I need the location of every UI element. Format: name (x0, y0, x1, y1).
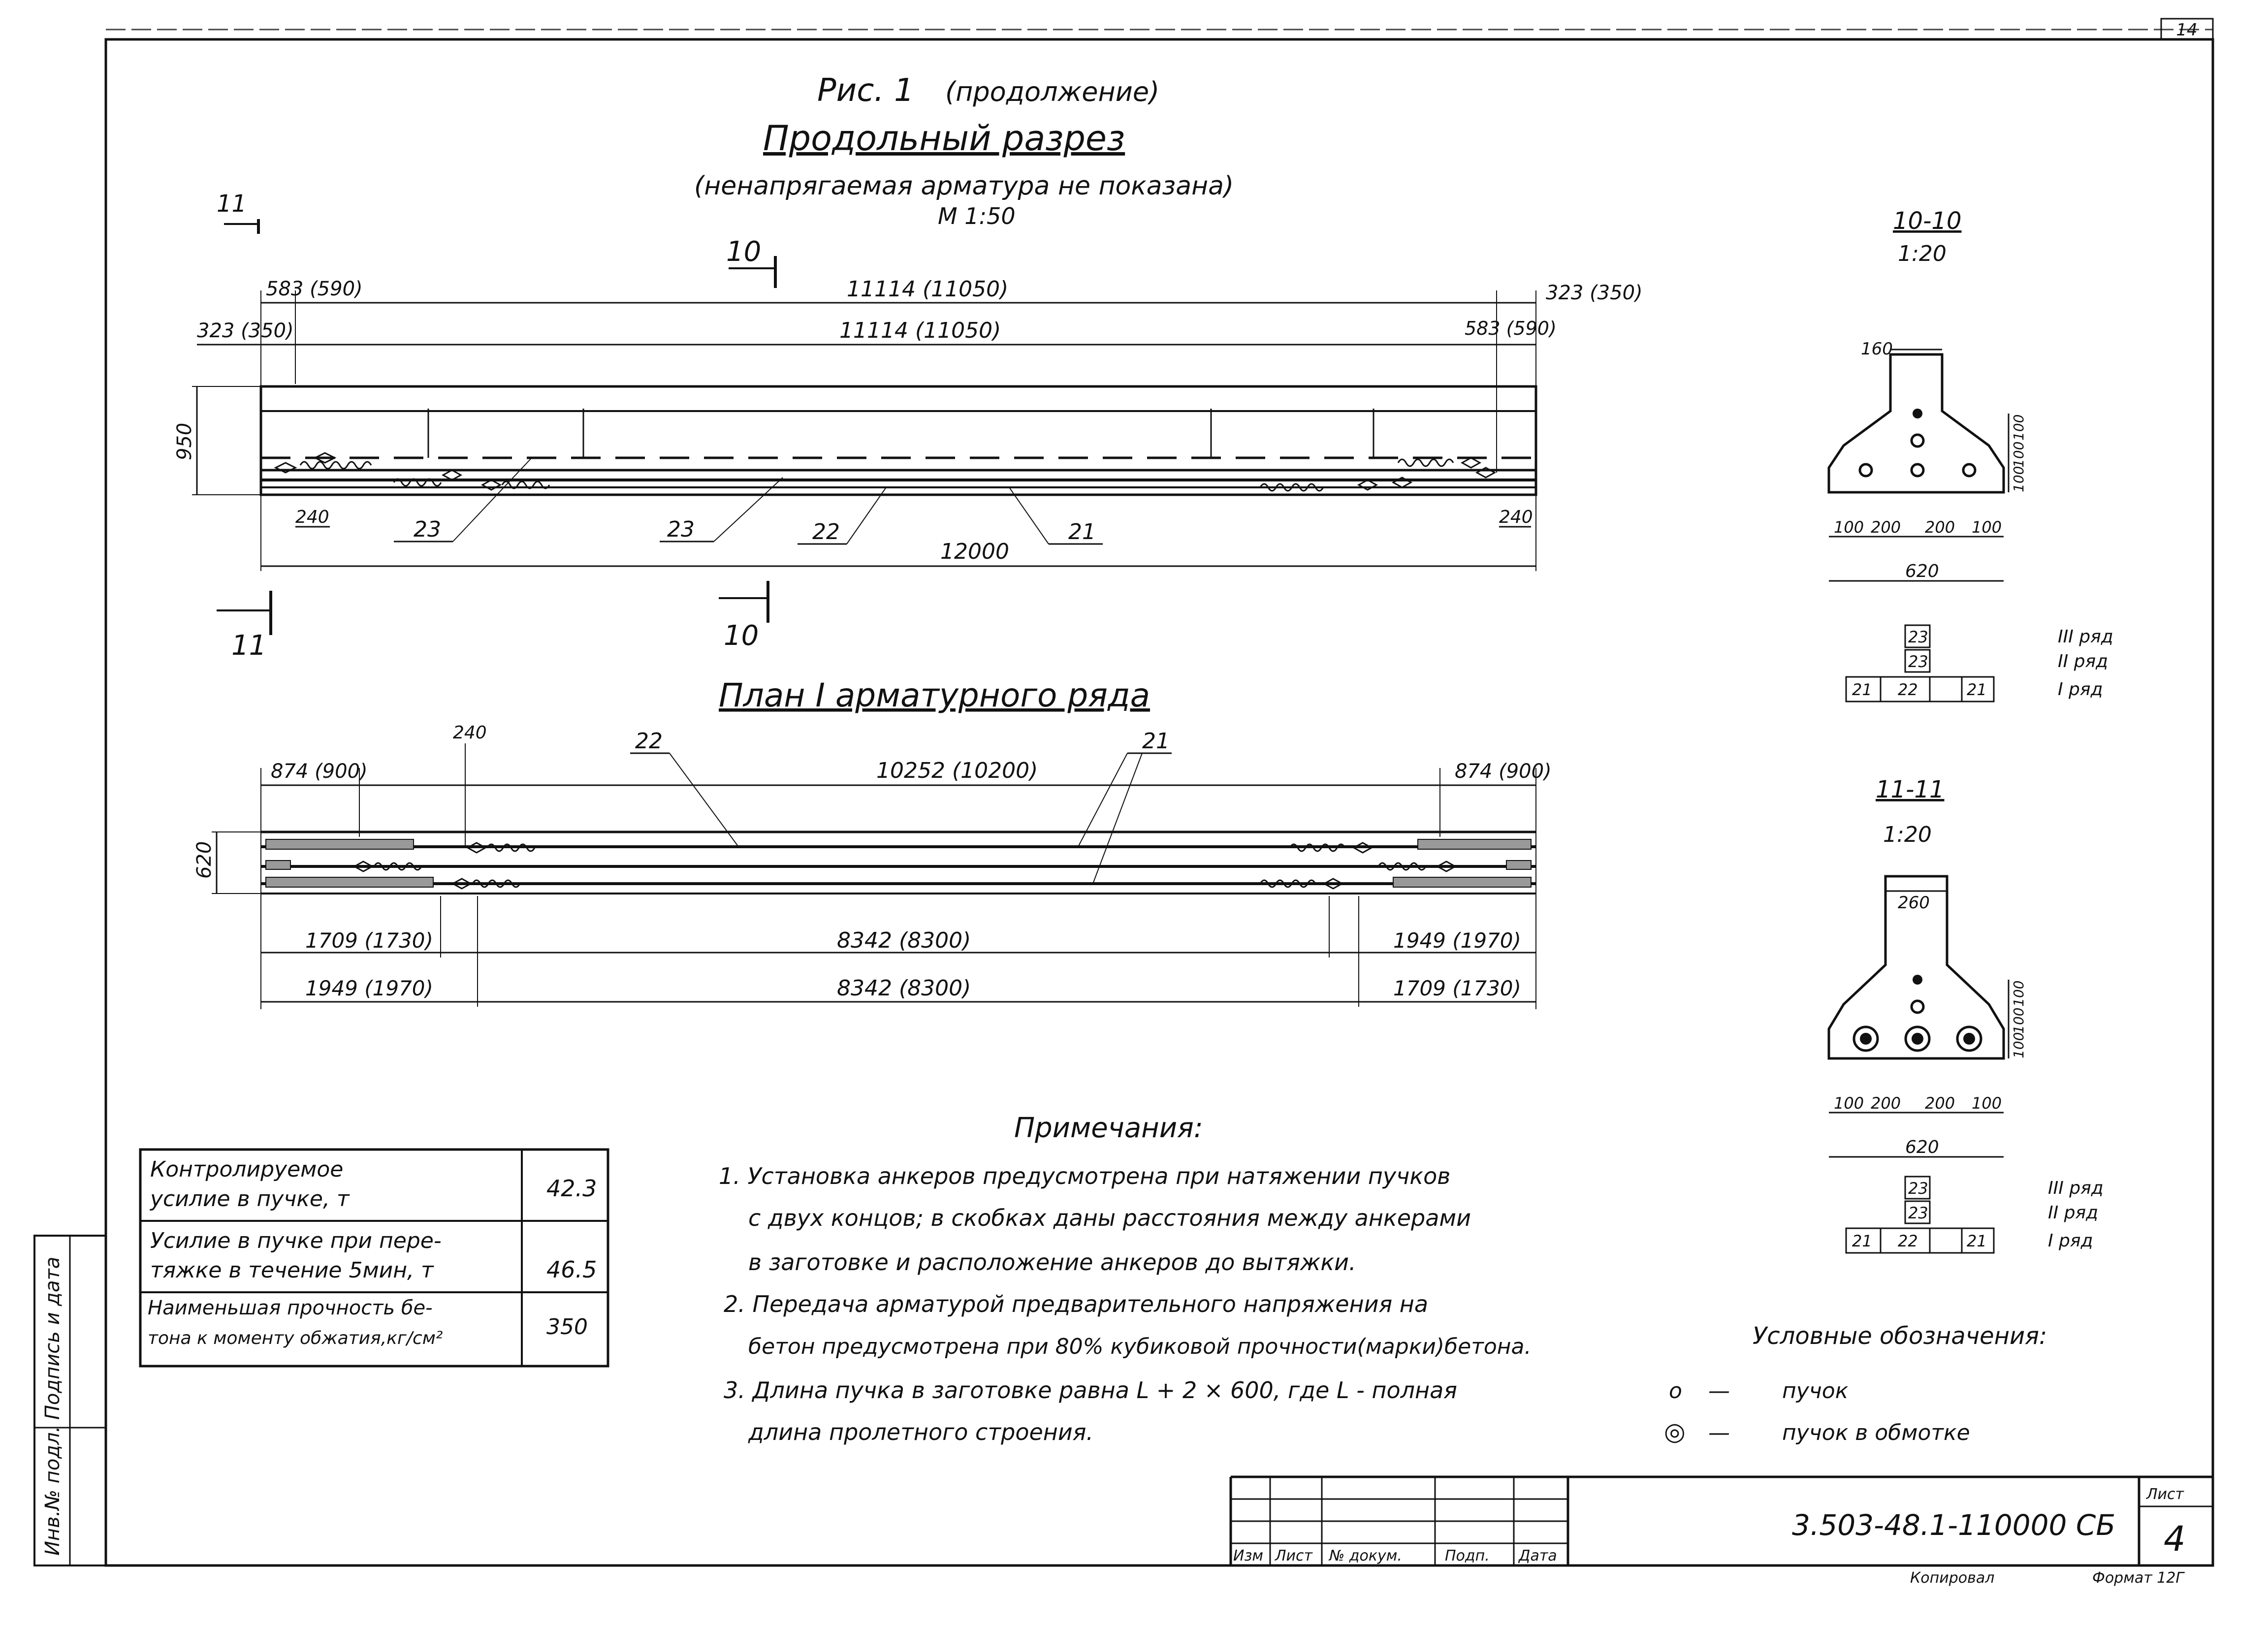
tb-code: 3.503-48.1-110000 СБ (1792, 1508, 2116, 1542)
callout-22: 22 (812, 519, 840, 544)
tb-h-sign: Подп. (1445, 1547, 1490, 1564)
plan-dim-right: 874 (900) (1455, 760, 1552, 783)
cut-label-10-top: 10 (726, 236, 762, 268)
title-block (1231, 1477, 2213, 1565)
plan-dim-mid: 10252 (10200) (876, 758, 1038, 783)
dim-total: 12000 (940, 539, 1009, 564)
legend (1664, 1322, 2047, 1446)
force-row1-value: 42.3 (546, 1175, 597, 1202)
section-11-r1b: 22 (1898, 1232, 1918, 1250)
section-11-total: 620 (1905, 1137, 1939, 1157)
force-table (140, 1149, 608, 1366)
legend-text-1: пучок (1782, 1378, 1849, 1404)
section-10-title: 10-10 (1893, 207, 1962, 235)
note-line-4: 2. Передача арматурой предварительного напряжения на (724, 1291, 1429, 1317)
dim-top-inner: 11114 (11050) (839, 318, 1001, 343)
section-10-label-1: I ряд (2058, 679, 2103, 700)
section-10-r2: 23 (1908, 652, 1928, 671)
force-row2-value: 46.5 (546, 1256, 597, 1283)
section-11-r3: 23 (1908, 1179, 1928, 1198)
legend-text-2: пучок в обмотке (1782, 1420, 1970, 1445)
longitudinal-section (173, 190, 1643, 662)
section-11-label-1: I ряд (2048, 1231, 2093, 1251)
note-line-3: в заготовке и расположение анкеров до вытяжки. (748, 1249, 1356, 1276)
section-11-dim-a: 100 (1834, 1094, 1864, 1113)
force-row3-line2: тона к моменту обжатия,кг/см² (148, 1328, 443, 1348)
section-11-dim-d: 100 (1972, 1094, 2002, 1113)
section-10-dim-c: 200 (1925, 518, 1955, 537)
plan-row2-left: 1949 (1970) (305, 976, 433, 1000)
section-10-r1a: 21 (1852, 680, 1872, 699)
section-11-label-2: II ряд (2048, 1203, 2099, 1223)
legend-title: Условные обозначения: (1753, 1322, 2047, 1350)
dim-top-outer: 11114 (11050) (847, 277, 1009, 302)
plan-row2-right: 1709 (1730) (1393, 976, 1521, 1000)
footer-copied: Копировал (1910, 1569, 1995, 1587)
footer-format: Формат 12Г (2092, 1569, 2184, 1587)
cut-label-10-bottom: 10 (724, 620, 759, 652)
note-line-2: с двух концов; в скобках даны расстояния между анкерами (748, 1205, 1471, 1231)
section-11-title: 11-11 (1876, 776, 1945, 803)
force-row3-value: 350 (546, 1314, 588, 1340)
section-10-scale: 1:20 (1898, 241, 1947, 266)
plan-dim-240: 240 (453, 723, 487, 743)
dim-top-left-outer: 583 (590) (266, 278, 363, 300)
force-row2-line1: Усилие в пучке при пере- (150, 1228, 442, 1253)
section-11-r1c: 21 (1967, 1232, 1987, 1250)
fig-number: Рис. 1 (817, 72, 914, 109)
plan-callout-21: 21 (1142, 729, 1170, 754)
plan-row2-mid: 8342 (8300) (837, 976, 971, 1001)
section-10-r1c: 21 (1967, 680, 1987, 699)
legend-symbol-1: o (1669, 1378, 1682, 1404)
section-11-r2: 23 (1908, 1204, 1928, 1222)
tb-h-doc: № докум. (1329, 1547, 1402, 1564)
section-10-total: 620 (1905, 561, 1939, 581)
cut-label-11-top: 11 (217, 190, 247, 218)
dim-top-right-inner: 583 (590) (1465, 318, 1557, 339)
dim-top-left-inner: 323 (350) (197, 319, 294, 342)
plan-callout-22: 22 (635, 729, 663, 754)
note-line-7: длина пролетного строения. (748, 1419, 1094, 1445)
plan-row1-left: 1709 (1730) (305, 928, 433, 953)
section-10-dim-a: 100 (1834, 518, 1864, 537)
section-11-side-a: 100 (2011, 980, 2027, 1007)
notes (719, 1112, 1532, 1445)
tb-h-izm: Изм (1233, 1547, 1264, 1564)
legend-dash-2: — (1708, 1420, 1730, 1445)
tb-sheet-no: 4 (2164, 1519, 2186, 1559)
section-11-side-c: 100 (2011, 1032, 2027, 1058)
notes-title: Примечания: (1014, 1112, 1203, 1144)
plan-width: 620 (193, 841, 216, 879)
fig-note: (продолжение) (945, 76, 1160, 107)
plan-row1-right: 1949 (1970) (1393, 928, 1521, 953)
tb-h-date: Дата (1519, 1547, 1557, 1564)
section-10-top-width: 160 (1861, 339, 1893, 359)
tb-h-list: Лист (1275, 1547, 1313, 1564)
section-10-label-3: III ряд (2058, 627, 2113, 647)
note-line-1: 1. Установка анкеров предусмотрена при натяжении пучков (719, 1163, 1451, 1189)
section-11-dim-c: 200 (1925, 1094, 1955, 1113)
section-10-10 (1829, 207, 2113, 702)
plan-view (193, 676, 1552, 1009)
section-10-r1b: 22 (1898, 680, 1918, 699)
section-11-label-3: III ряд (2048, 1178, 2104, 1198)
cut-label-11-bottom: 11 (231, 630, 267, 662)
force-row1-line2: усилие в пучке, т (150, 1186, 350, 1212)
plan-row1-mid: 8342 (8300) (837, 928, 971, 953)
side-stamp: Инв.№ подл. Подпись и дата (41, 1256, 64, 1556)
note-line-5: бетон предусмотрена при 80% кубиковой прочности(марки)бетона. (748, 1334, 1532, 1359)
section-11-top-width: 260 (1898, 893, 1930, 913)
dim-anchor-left: 240 (295, 507, 329, 527)
callout-21: 21 (1068, 519, 1096, 544)
section-11-r1a: 21 (1852, 1232, 1872, 1250)
plan-title: План I арматурного ряда (719, 676, 1150, 714)
section-11-11 (1829, 776, 2104, 1253)
section-10-label-2: II ряд (2058, 651, 2108, 671)
note-line-6: 3. Длина пучка в заготовке равна L + 2 × 600, где L - полная (724, 1377, 1457, 1404)
sheet-number-top: 14 (2176, 20, 2198, 40)
section-scale: М 1:50 (938, 203, 1016, 229)
plan-dim-left: 874 (900) (271, 760, 368, 783)
section-11-dim-b: 200 (1871, 1094, 1901, 1113)
section-10-r3: 23 (1908, 628, 1928, 646)
section-title: Продольный разрез (763, 118, 1125, 159)
section-10-dim-b: 200 (1871, 518, 1901, 537)
section-10-dim-d: 100 (1972, 518, 2002, 537)
section-subtitle: (ненапрягаемая арматура не показана) (694, 171, 1234, 201)
force-row1-line1: Контролируемое (150, 1157, 344, 1182)
dim-height: 950 (173, 422, 196, 460)
callout-23-left: 23 (414, 517, 441, 542)
callout-23-mid: 23 (667, 517, 695, 542)
force-row3-line1: Наименьшая прочность бе- (148, 1297, 433, 1319)
section-10-side-c: 100 (2011, 466, 2027, 492)
section-10-side-a: 100 (2011, 414, 2027, 441)
section-11-side-b: 100 (2011, 1007, 2027, 1034)
tb-sheet-label: Лист (2146, 1486, 2184, 1503)
legend-dash-1: — (1708, 1378, 1730, 1404)
dim-top-right-outer: 323 (350) (1546, 282, 1643, 304)
legend-symbol-2: ◎ (1664, 1417, 1686, 1446)
dim-anchor-right: 240 (1499, 507, 1533, 527)
section-11-scale: 1:20 (1883, 822, 1932, 847)
force-row2-line2: тяжке в течение 5мин, т (150, 1258, 434, 1283)
section-10-side-b: 100 (2011, 441, 2027, 468)
